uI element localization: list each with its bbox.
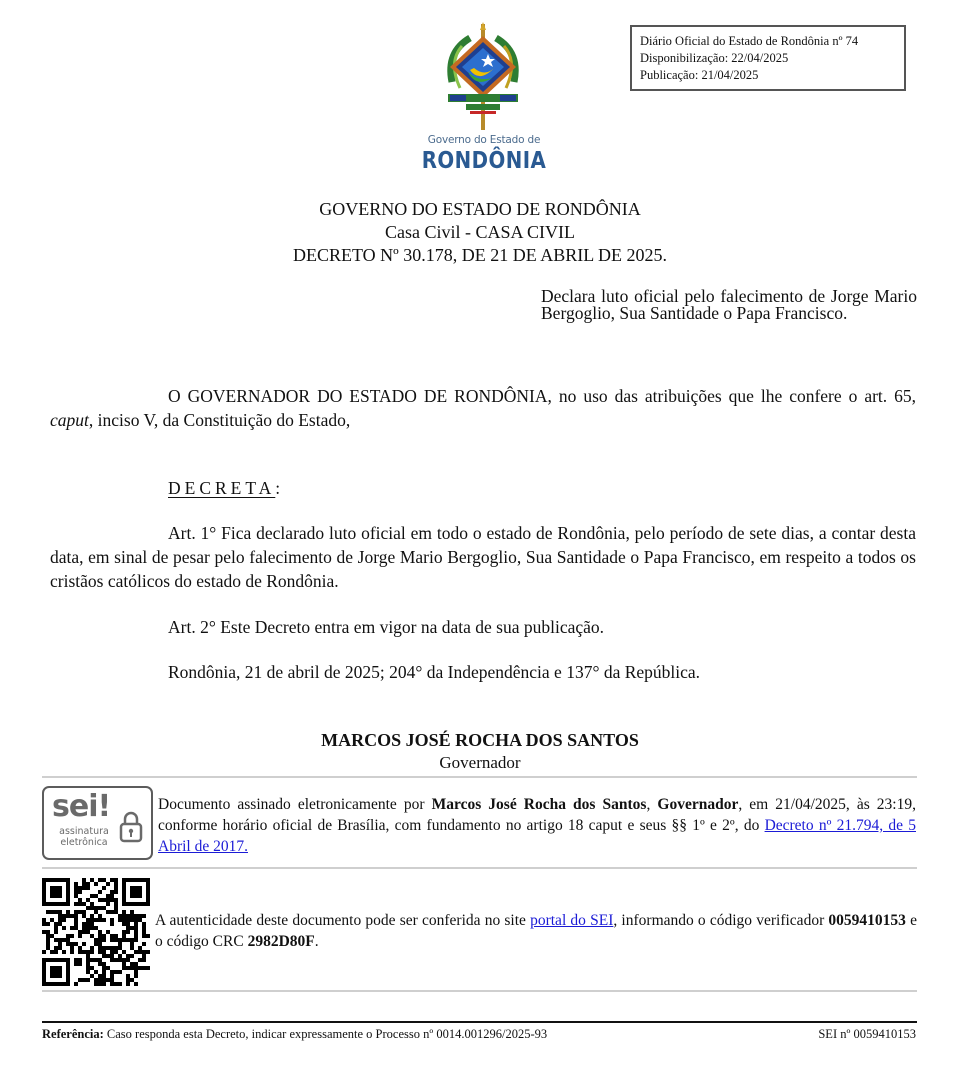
logo-state-name: RONDÔNIA [421, 148, 547, 174]
closing-line: Rondônia, 21 de abril de 2025; 204° da Independência e 137° da República. [168, 662, 701, 682]
divider [42, 776, 917, 778]
decree-reference-link[interactable]: Decreto nº 21.794, de 5 Abril de 2017. [158, 817, 916, 855]
signer-name: MARCOS JOSÉ ROCHA DOS SANTOS [321, 730, 639, 750]
electronic-signature-notice [158, 794, 916, 857]
verifier-code: 0059410153 [828, 912, 906, 929]
diario-edition: Diário Oficial do Estado de Rondônia nº 74 [640, 34, 859, 48]
preamble-text: O GOVERNADOR DO ESTADO DE RONDÔNIA, no uso das atribuições que lhe confere o art. 65, [168, 386, 916, 406]
divider [42, 990, 917, 992]
sei-portal-link[interactable]: portal do SEI [530, 912, 614, 929]
authenticity-notice [155, 910, 917, 952]
diario-oficial-box [630, 25, 906, 91]
divider [42, 867, 917, 869]
preamble [50, 384, 916, 432]
footer-reference-text: Caso responda esta Decreto, indicar expressamente o Processo nº 0014.001296/2025-93 [103, 1027, 548, 1041]
decree-title: DECRETO Nº 30.178, DE 21 DE ABRIL DE 2025. [292, 245, 668, 265]
sei-stamp-line2: eletrônica [60, 837, 108, 848]
footer-reference-label: Referência: [42, 1027, 104, 1041]
decree-summary: Declara luto oficial pelo falecimento de Jorge Mario Bergoglio, Sua Santidade o Papa Francisco. [541, 286, 917, 323]
authenticity-text-2: , informando o código verificador [613, 912, 829, 929]
signature-notice-text: Documento assinado eletronicamente por [158, 796, 432, 813]
preamble-text-end: , inciso V, da Constituição do Estado, [88, 410, 351, 430]
crc-code: 2982D80F [247, 933, 315, 950]
article-1: Art. 1° Fica declarado luto oficial em todo o estado de Rondônia, pelo período de sete dias, a contar desta data, em sinal de pesar pelo falecimento de Jorge Mario Bergoglio, Sua Santidade o Papa Francisco, em respeito a todos os cristãos católicos do estado de Rondônia. [50, 523, 916, 591]
preamble-italic: caput [50, 410, 89, 430]
signature-notice-detail: , em 21/04/2025, às 23:19, conforme horário oficial de Brasília, com fundamento no artigo 18 caput e seus §§ 1º e 2º, do [158, 796, 916, 834]
signature-notice-sep: , [646, 796, 658, 813]
footer-sei-number: SEI nº 0059410153 [818, 1027, 916, 1041]
footer-divider [42, 1021, 917, 1023]
sei-logo: sei! [52, 789, 111, 824]
signature-notice-signer: Marcos José Rocha dos Santos [431, 796, 647, 813]
decreta-colon: : [275, 478, 285, 498]
authenticity-text: A autenticidade deste documento pode ser conferida no site [155, 912, 531, 929]
rondonia-coat-of-arms-icon [440, 22, 526, 134]
signature-notice-role: Governador [657, 796, 739, 813]
authenticity-text-3: e o código CRC [155, 912, 917, 950]
diario-availability-date: Disponibilização: 22/04/2025 [640, 51, 789, 65]
logo-subtitle: Governo do Estado de [427, 134, 541, 146]
department-title: Casa Civil - CASA CIVIL [384, 222, 575, 242]
decreta-word: DECRETA [168, 478, 276, 498]
signer-role: Governador [439, 753, 521, 772]
sei-signature-stamp [42, 786, 153, 860]
decreta-heading [168, 478, 284, 499]
government-title: GOVERNO DO ESTADO DE RONDÔNIA [319, 199, 641, 219]
sei-stamp-line1: assinatura [59, 826, 109, 837]
authenticity-end: . [314, 933, 319, 950]
diario-publication-date: Publicação: 21/04/2025 [640, 68, 759, 82]
qr-code[interactable] [42, 878, 150, 986]
footer-reference [42, 1027, 547, 1042]
lock-icon [119, 810, 143, 844]
article-2: Art. 2° Este Decreto entra em vigor na data de sua publicação. [168, 617, 605, 637]
